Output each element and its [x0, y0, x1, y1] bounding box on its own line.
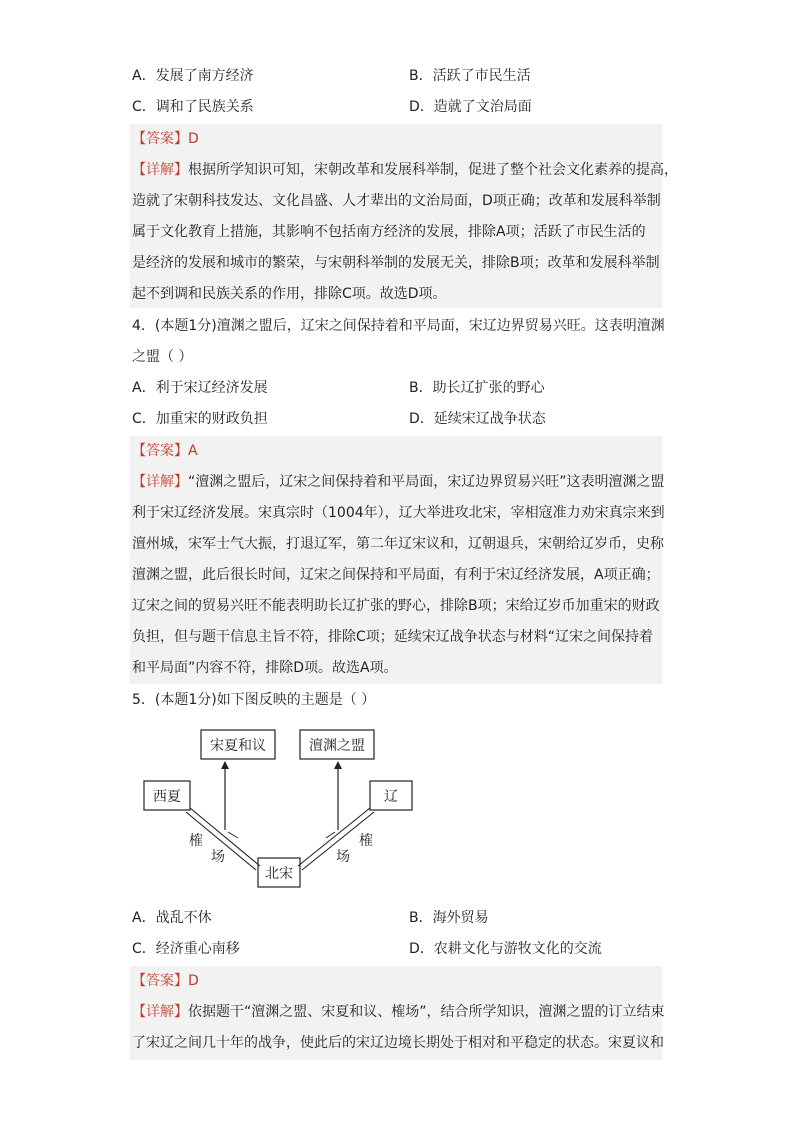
detail-tag: 【详解】: [132, 474, 188, 490]
q4-detail-line: 辽宋之间的贸易兴旺不能表明助长辽扩张的野心，排除B项；宋给辽岁币加重宋的财政: [132, 598, 660, 614]
q4-detail-line: 和平局面”内容不符，排除D项。故选A项。: [132, 660, 398, 676]
q5-answer-block: [130, 966, 665, 1060]
box-western-xia-label: 西夏: [153, 789, 181, 805]
q5-answer-line: [132, 971, 199, 991]
label-que-left: 榷: [189, 833, 203, 849]
q5-option-a: A．战乱不休: [132, 910, 212, 926]
answer-tag: 【答案】: [132, 131, 188, 147]
q3-detail-line: 是经济的发展和城市的繁荣，与宋朝科举制的发展无关，排除B项；改革和发展科举制: [132, 255, 660, 271]
q4-detail-line: 负担，但与题干信息主旨不符，排除C项；延续宋辽战争状态与材料“辽宋之间保持着: [132, 629, 654, 645]
label-chang-left: 场: [211, 849, 225, 865]
q4-option-a: A．利于宋辽经济发展: [132, 380, 268, 396]
q3-option-a: A．发展了南方经济: [132, 68, 254, 84]
q4-detail-line: 澶州城，宋军士气大振，打退辽军，第二年辽宋议和，辽朝退兵，宋朝给辽岁币，史称: [132, 536, 664, 552]
q5-option-c: C．经济重心南移: [132, 941, 240, 957]
q4-option-d: D．延续宋辽战争状态: [409, 411, 546, 427]
label-chang-right: 场: [336, 849, 350, 865]
q3-detail-line: 【详解】根据所学知识可知，宋朝改革和发展科举制，促进了整个社会文化素养的提高，: [132, 162, 678, 178]
q5-option-d: D．农耕文化与游牧文化的交流: [409, 941, 602, 957]
answer-value: D: [188, 131, 199, 147]
q4-option-c: C．加重宋的财政负担: [132, 411, 268, 427]
q4-detail-line: 澶渊之盟，此后很长时间，辽宋之间保持和平局面，有利于宋辽经济发展，A项正确；: [132, 567, 660, 583]
q3-detail-line: 造就了宋朝科技发达、文化昌盛、人才辈出的文治局面，D项正确；改革和发展科举制: [132, 193, 661, 209]
answer-value: D: [188, 973, 199, 989]
q3-option-d: D．造就了文治局面: [409, 99, 532, 115]
q5-detail-line: 【详解】依据题干“澶渊之盟、宋夏和议、榷场”，结合所学知识，澶渊之盟的订立结束: [132, 1004, 665, 1020]
detail-tag: 【详解】: [132, 162, 188, 178]
q3-detail-line: 属于文化教育上措施，其影响不包括南方经济的发展，排除A项；活跃了市民生活的: [132, 224, 646, 240]
q5-option-b: B．海外贸易: [409, 910, 489, 926]
box-chanyuan-treaty-label: 澶渊之盟: [309, 738, 365, 754]
q3-detail-line: 起不到调和民族关系的作用，排除C项。故选D项。: [132, 286, 447, 302]
arrow-tick-left: [228, 832, 238, 838]
detail-tag: 【详解】: [132, 1004, 188, 1020]
q5-detail-line: 了宋辽之间几十年的战争，使此后的宋辽边境长期处于相对和平稳定的状态。宋夏议和: [132, 1035, 664, 1051]
answer-tag: 【答案】: [132, 973, 188, 989]
q4-option-b: B．助长辽扩张的野心: [409, 380, 545, 396]
q4-detail-line: 利于宋辽经济发展。宋真宗时（1004年），辽大举进攻北宋，宰相寇准力劝宋真宗来到: [132, 505, 665, 521]
q4-detail-line: 【详解】“澶渊之盟后，辽宋之间保持着和平局面，宋辽边界贸易兴旺”这表明澶渊之盟: [132, 474, 665, 490]
answer-value: A: [188, 443, 198, 459]
box-northern-song-label: 北宋: [265, 866, 293, 882]
q4-stem: 4．(本题1分)澶渊之盟后，辽宋之间保持着和平局面，宋辽边界贸易兴旺。这表明澶渊: [132, 318, 665, 334]
q3-option-c: C．调和了民族关系: [132, 99, 254, 115]
box-song-xia-peace-label: 宋夏和议: [210, 738, 266, 754]
q5-stem: 5．(本题1分)如下图反映的主题是（ ）: [132, 692, 376, 708]
q4-stem-continued: 之盟（ ）: [132, 349, 193, 365]
label-que-right: 榷: [359, 833, 373, 849]
q3-option-b: B．活跃了市民生活: [409, 68, 531, 84]
box-liao-label: 辽: [384, 789, 398, 805]
answer-tag: 【答案】: [132, 443, 188, 459]
